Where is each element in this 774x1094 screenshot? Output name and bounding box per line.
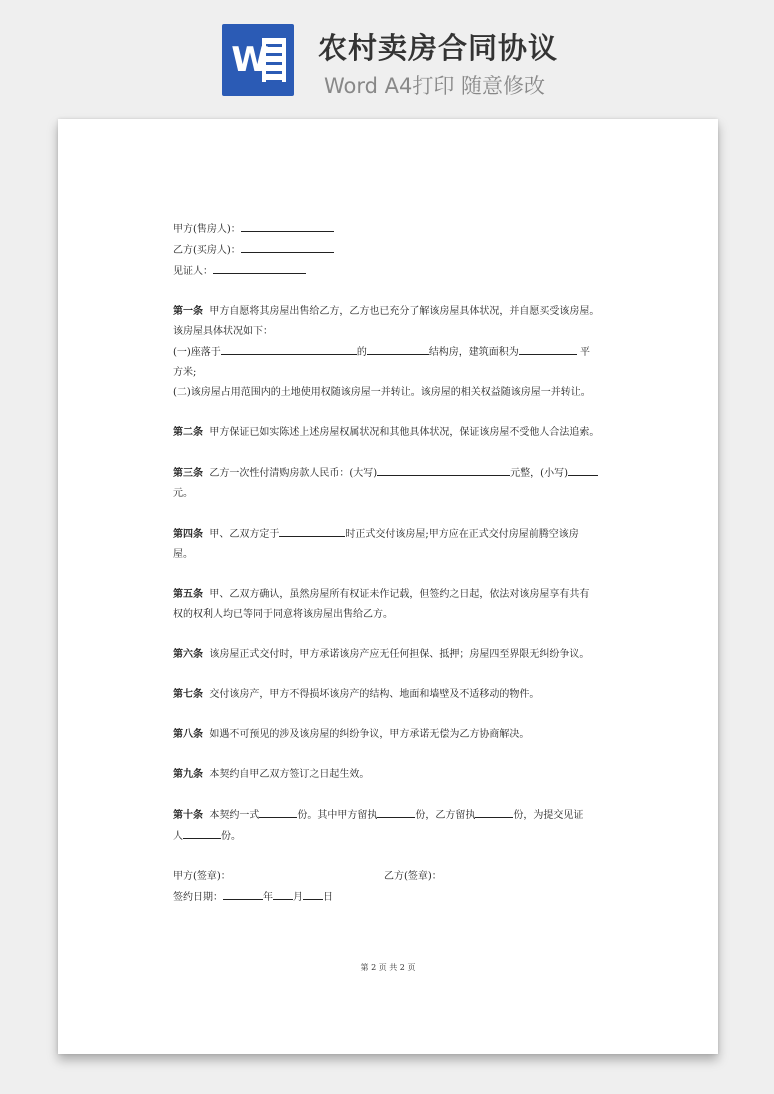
structure-blank[interactable]: [367, 342, 429, 355]
article-4-cont: 屋。: [173, 549, 193, 560]
article-9: 第九条 本契约自甲乙双方签订之日起生效。: [173, 769, 370, 780]
article-1-item-2: (二)该房屋占用范围内的土地使用权随该房屋一并转让。该房屋的相关权益随该房屋一并转让。: [173, 387, 591, 398]
article-1: 第一条 甲方自愿将其房屋出售给乙方，乙方也已充分了解该房屋具体状况，并自愿买受该房屋。: [173, 306, 600, 317]
article-6: 第六条 该房屋正式交付时，甲方承诺该房产应无任何担保、抵押；房屋四至界限无纠纷争议。: [173, 649, 590, 660]
copies-buyer-blank[interactable]: [475, 805, 513, 818]
article-1-item-1-cont: 方米;: [173, 367, 197, 378]
seller-blank[interactable]: [241, 219, 334, 232]
page-footer: 第 2 页 共 2 页: [360, 963, 416, 972]
article-3-cont: 元。: [173, 488, 193, 499]
buyer-line: 乙方(买房人)：: [173, 240, 603, 261]
copies-total-blank[interactable]: [259, 805, 297, 818]
signing-date-line: 签约日期： 年 月 日: [173, 887, 603, 908]
sign-year-blank[interactable]: [223, 887, 263, 900]
amount-figures-blank[interactable]: [568, 463, 598, 476]
document-page: [58, 119, 718, 1054]
article-8: 第八条 如遇不可预见的涉及该房屋的纠纷争议，甲方承诺无偿为乙方协商解决。: [173, 729, 530, 740]
sign-month-blank[interactable]: [273, 887, 293, 900]
witness-line: 见证人：: [173, 261, 603, 282]
sign-day-blank[interactable]: [303, 887, 323, 900]
location-blank[interactable]: [221, 342, 357, 355]
article-10-cont: 人 份。: [173, 826, 603, 847]
watermark: [89, 450, 115, 478]
signature-row: [173, 867, 603, 887]
seller-signature-label: 甲方(签章)：: [173, 871, 231, 882]
article-2: 第二条 甲方保证已如实陈述上述房屋权属状况和其他具体状况，保证该房屋不受他人合法追索。: [173, 427, 600, 438]
witness-blank[interactable]: [213, 261, 306, 274]
article-3: 第三条 乙方一次性付清购房款人民币：(大写) 元整，(小写): [173, 463, 603, 484]
article-10: 第十条 本契约一式 份。其中甲方留执 份，乙方留执 份，为提交见证: [173, 805, 603, 826]
seller-line: 甲方(售房人)：: [173, 219, 603, 240]
page-title: 农村卖房合同协议: [318, 31, 559, 65]
area-blank[interactable]: [519, 342, 577, 355]
buyer-signature-label: 乙方(签章)：: [384, 871, 442, 882]
contract-body: [173, 219, 603, 908]
buyer-blank[interactable]: [241, 240, 334, 253]
article-5: 第五条 甲、乙双方确认，虽然房屋所有权证未作记载，但签约之日起，依法对该房屋享有共有: [173, 589, 590, 600]
header-banner: [0, 0, 774, 118]
copies-witness-blank[interactable]: [183, 826, 221, 839]
article-4: 第四条 甲、乙双方定于 时正式交付该房屋;甲方应在正式交付房屋前腾空该房: [173, 524, 603, 545]
delivery-date-blank[interactable]: [279, 524, 345, 537]
article-5-cont: 权的权利人均已等同于同意将该房屋出售给乙方。: [173, 609, 393, 620]
amount-words-blank[interactable]: [377, 463, 510, 476]
article-7: 第七条 交付该房产，甲方不得损坏该房产的结构、地面和墙壁及不适移动的物件。: [173, 689, 540, 700]
article-1-item-1: (一)座落于 的 结构房，建筑面积为 平: [173, 342, 603, 363]
word-app-icon: [222, 24, 294, 96]
copies-seller-blank[interactable]: [377, 805, 415, 818]
page-subtitle: Word A4打印 随意修改: [324, 74, 546, 98]
logo-letter: W: [231, 40, 269, 80]
article-1-line-2: 该房屋具体状况如下：: [173, 326, 273, 337]
